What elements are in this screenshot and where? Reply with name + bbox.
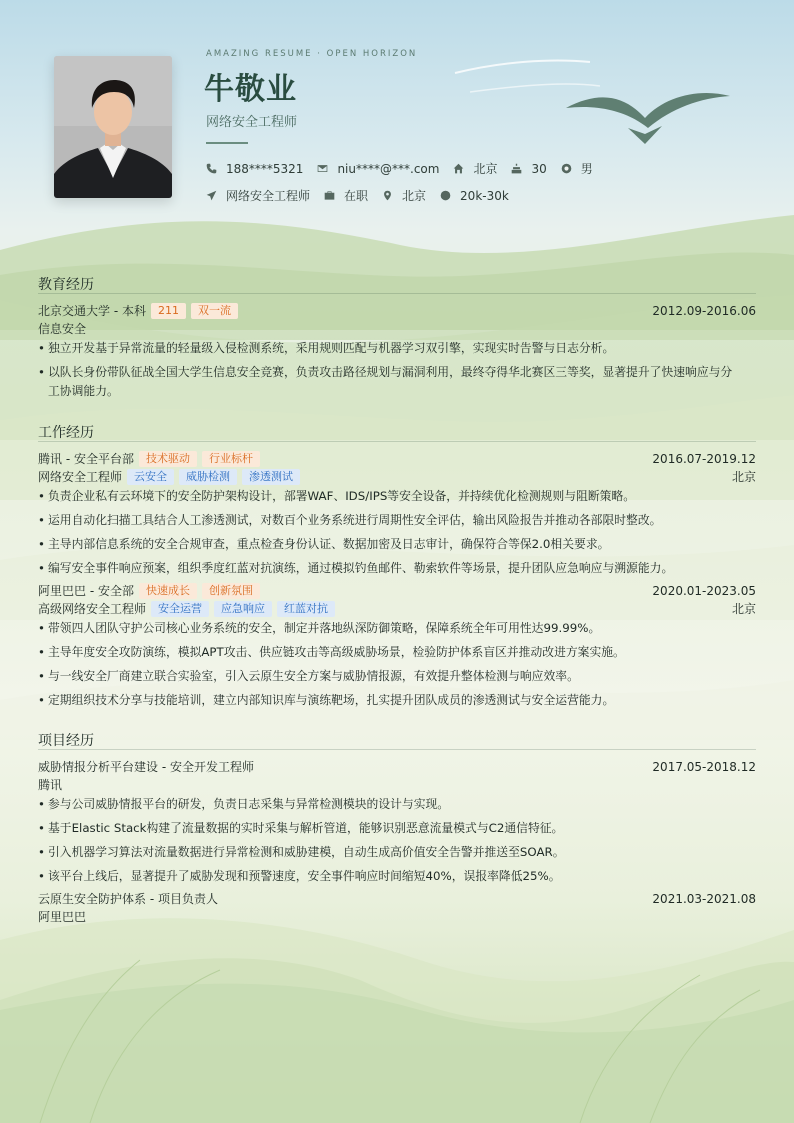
target-city-value: 北京	[402, 189, 427, 203]
job-company-tag: 快速成长	[139, 583, 197, 599]
job-period: 2016.07-2019.12	[652, 451, 756, 466]
job-header-row	[38, 582, 756, 599]
salary-item	[440, 189, 509, 203]
project-bullet: • 基于Elastic Stack构建了流量数据的实时采集与解析管道，能够识别恶意流量模式与C2通信特征。	[38, 818, 758, 838]
email-value: niu****@***.com	[337, 161, 440, 176]
project-period: 2017.05-2018.12	[652, 759, 756, 774]
city-value: 北京	[473, 162, 498, 176]
education-divider	[38, 293, 756, 294]
project-header-row	[38, 890, 756, 907]
contact-row	[206, 160, 607, 177]
email-item	[317, 162, 439, 176]
gender-value: 男	[580, 162, 593, 176]
education-bullet: • 以队长身份带队征战全国大学生信息安全竞赛，负责攻击路径规划与漏洞利用，最终夺得华北赛区三等奖，显著提升了快速响应与分	[38, 362, 758, 382]
project-period: 2021.03-2021.08	[652, 891, 756, 906]
header-tagline: AMAZING RESUME · OPEN HORIZON	[206, 49, 418, 59]
job-company: 阿里巴巴 - 安全部	[38, 584, 134, 598]
job-bullet: • 主导内部信息系统的安全合规审查，重点检查身份认证、数据加密及日志审计，确保符合等保2.0相关要求。	[38, 534, 758, 554]
education-section-title: 教育经历	[38, 277, 94, 293]
candidate-name: 牛敬业	[204, 72, 297, 107]
job-role-tag: 红蓝对抗	[277, 601, 335, 617]
intent-row	[206, 187, 523, 204]
education-bullet-continued: 工协调能力。	[48, 384, 119, 398]
job-period: 2020.01-2023.05	[652, 583, 756, 598]
project-header-row	[38, 758, 756, 775]
candidate-title: 网络安全工程师	[206, 115, 298, 130]
job-role-tag: 应急响应	[214, 601, 272, 617]
job-location: 北京	[731, 470, 756, 484]
title-divider	[206, 142, 248, 144]
project-bullet: • 参与公司威胁情报平台的研发，负责日志采集与异常检测模块的设计与实现。	[38, 794, 758, 814]
position-value: 网络安全工程师	[226, 189, 311, 203]
mail-icon	[317, 163, 328, 174]
phone-icon	[206, 163, 217, 174]
education-school: 北京交通大学 - 本科	[38, 304, 146, 318]
target-city-item	[382, 187, 426, 204]
job-header-row	[38, 450, 756, 467]
work-divider	[38, 441, 756, 442]
education-bullet: • 独立开发基于异常流量的轻量级入侵检测系统，采用规则匹配与机器学习双引擎，实现实时告警与日志分析。	[38, 338, 758, 358]
phone-value: 188****5321	[226, 161, 304, 176]
job-company-tag: 创新氛围	[202, 583, 260, 599]
education-period: 2012.09-2016.06	[652, 303, 756, 318]
status-value: 在职	[344, 189, 369, 203]
project-org: 腾讯	[38, 778, 63, 792]
project-name: 威胁情报分析平台建设 - 安全开发工程师	[38, 760, 254, 774]
education-header-row	[38, 302, 756, 319]
send-icon	[206, 190, 217, 201]
job-bullet: • 与一线安全厂商建立联合实验室，引入云原生安全方案与威胁情报源，有效提升整体检测与响应效率。	[38, 666, 758, 686]
job-role: 网络安全工程师	[38, 470, 123, 484]
gender-icon	[561, 163, 572, 174]
age-value: 30	[531, 161, 547, 176]
education-tag: 双一流	[191, 303, 238, 319]
job-company-tag: 行业标杆	[202, 451, 260, 467]
city-item	[453, 160, 497, 177]
money-icon	[440, 190, 451, 201]
project-name: 云原生安全防护体系 - 项目负责人	[38, 892, 218, 906]
briefcase-icon	[324, 190, 335, 201]
status-item	[324, 187, 368, 204]
job-bullet: • 负责企业私有云环境下的安全防护架构设计，部署WAF、IDS/IPS等安全设备，并持续优化检测规则与阻断策略。	[38, 486, 758, 506]
job-bullet: • 定期组织技术分享与技能培训，建立内部知识库与演练靶场，扎实提升团队成员的渗透测试与安全运营能力。	[38, 690, 758, 710]
job-company-tag: 技术驱动	[139, 451, 197, 467]
projects-section-title: 项目经历	[38, 733, 94, 749]
education-major: 信息安全	[38, 322, 87, 336]
work-section-title: 工作经历	[38, 425, 94, 441]
projects-divider	[38, 749, 756, 750]
home-icon	[453, 163, 464, 174]
job-bullet: • 运用自动化扫描工具结合人工渗透测试，对数百个业务系统进行周期性安全评估，输出风险报告并推动各部限时整改。	[38, 510, 758, 530]
job-location: 北京	[731, 602, 756, 616]
age-item	[511, 162, 546, 176]
position-item	[206, 187, 310, 204]
profile-photo	[54, 56, 172, 198]
gender-item	[561, 160, 593, 177]
job-role-row	[38, 468, 756, 485]
job-role: 高级网络安全工程师	[38, 602, 147, 616]
job-role-tag: 威胁检测	[179, 469, 237, 485]
job-role-tag: 渗透测试	[242, 469, 300, 485]
education-tag: 211	[151, 303, 186, 319]
job-bullet: • 带领四人团队守护公司核心业务系统的安全，制定并落地纵深防御策略，保障系统全年可用性达99.99%。	[38, 618, 758, 638]
job-company: 腾讯 - 安全平台部	[38, 452, 134, 466]
job-bullet: • 主导年度安全攻防演练，模拟APT攻击、供应链攻击等高级威胁场景，检验防护体系盲区并推动改进方案实施。	[38, 642, 758, 662]
project-bullet: • 引入机器学习算法对流量数据进行异常检测和威胁建模，自动生成高价值安全告警并推送至SOAR。	[38, 842, 758, 862]
project-bullet: • 该平台上线后，显著提升了威胁发现和预警速度，安全事件响应时间缩短40%，误报率降低25%。	[38, 866, 758, 886]
job-role-tag: 安全运营	[151, 601, 209, 617]
job-role-tag: 云安全	[127, 469, 174, 485]
location-pin-icon	[382, 190, 393, 201]
phone-item	[206, 162, 303, 176]
project-org: 阿里巴巴	[38, 910, 87, 924]
cake-icon	[511, 163, 522, 174]
salary-value: 20k-30k	[460, 188, 509, 203]
job-bullet: • 编写安全事件响应预案，组织季度红蓝对抗演练，通过模拟钓鱼邮件、勒索软件等场景，提升团队应急响应与溯源能力。	[38, 558, 758, 578]
job-role-row	[38, 600, 756, 617]
